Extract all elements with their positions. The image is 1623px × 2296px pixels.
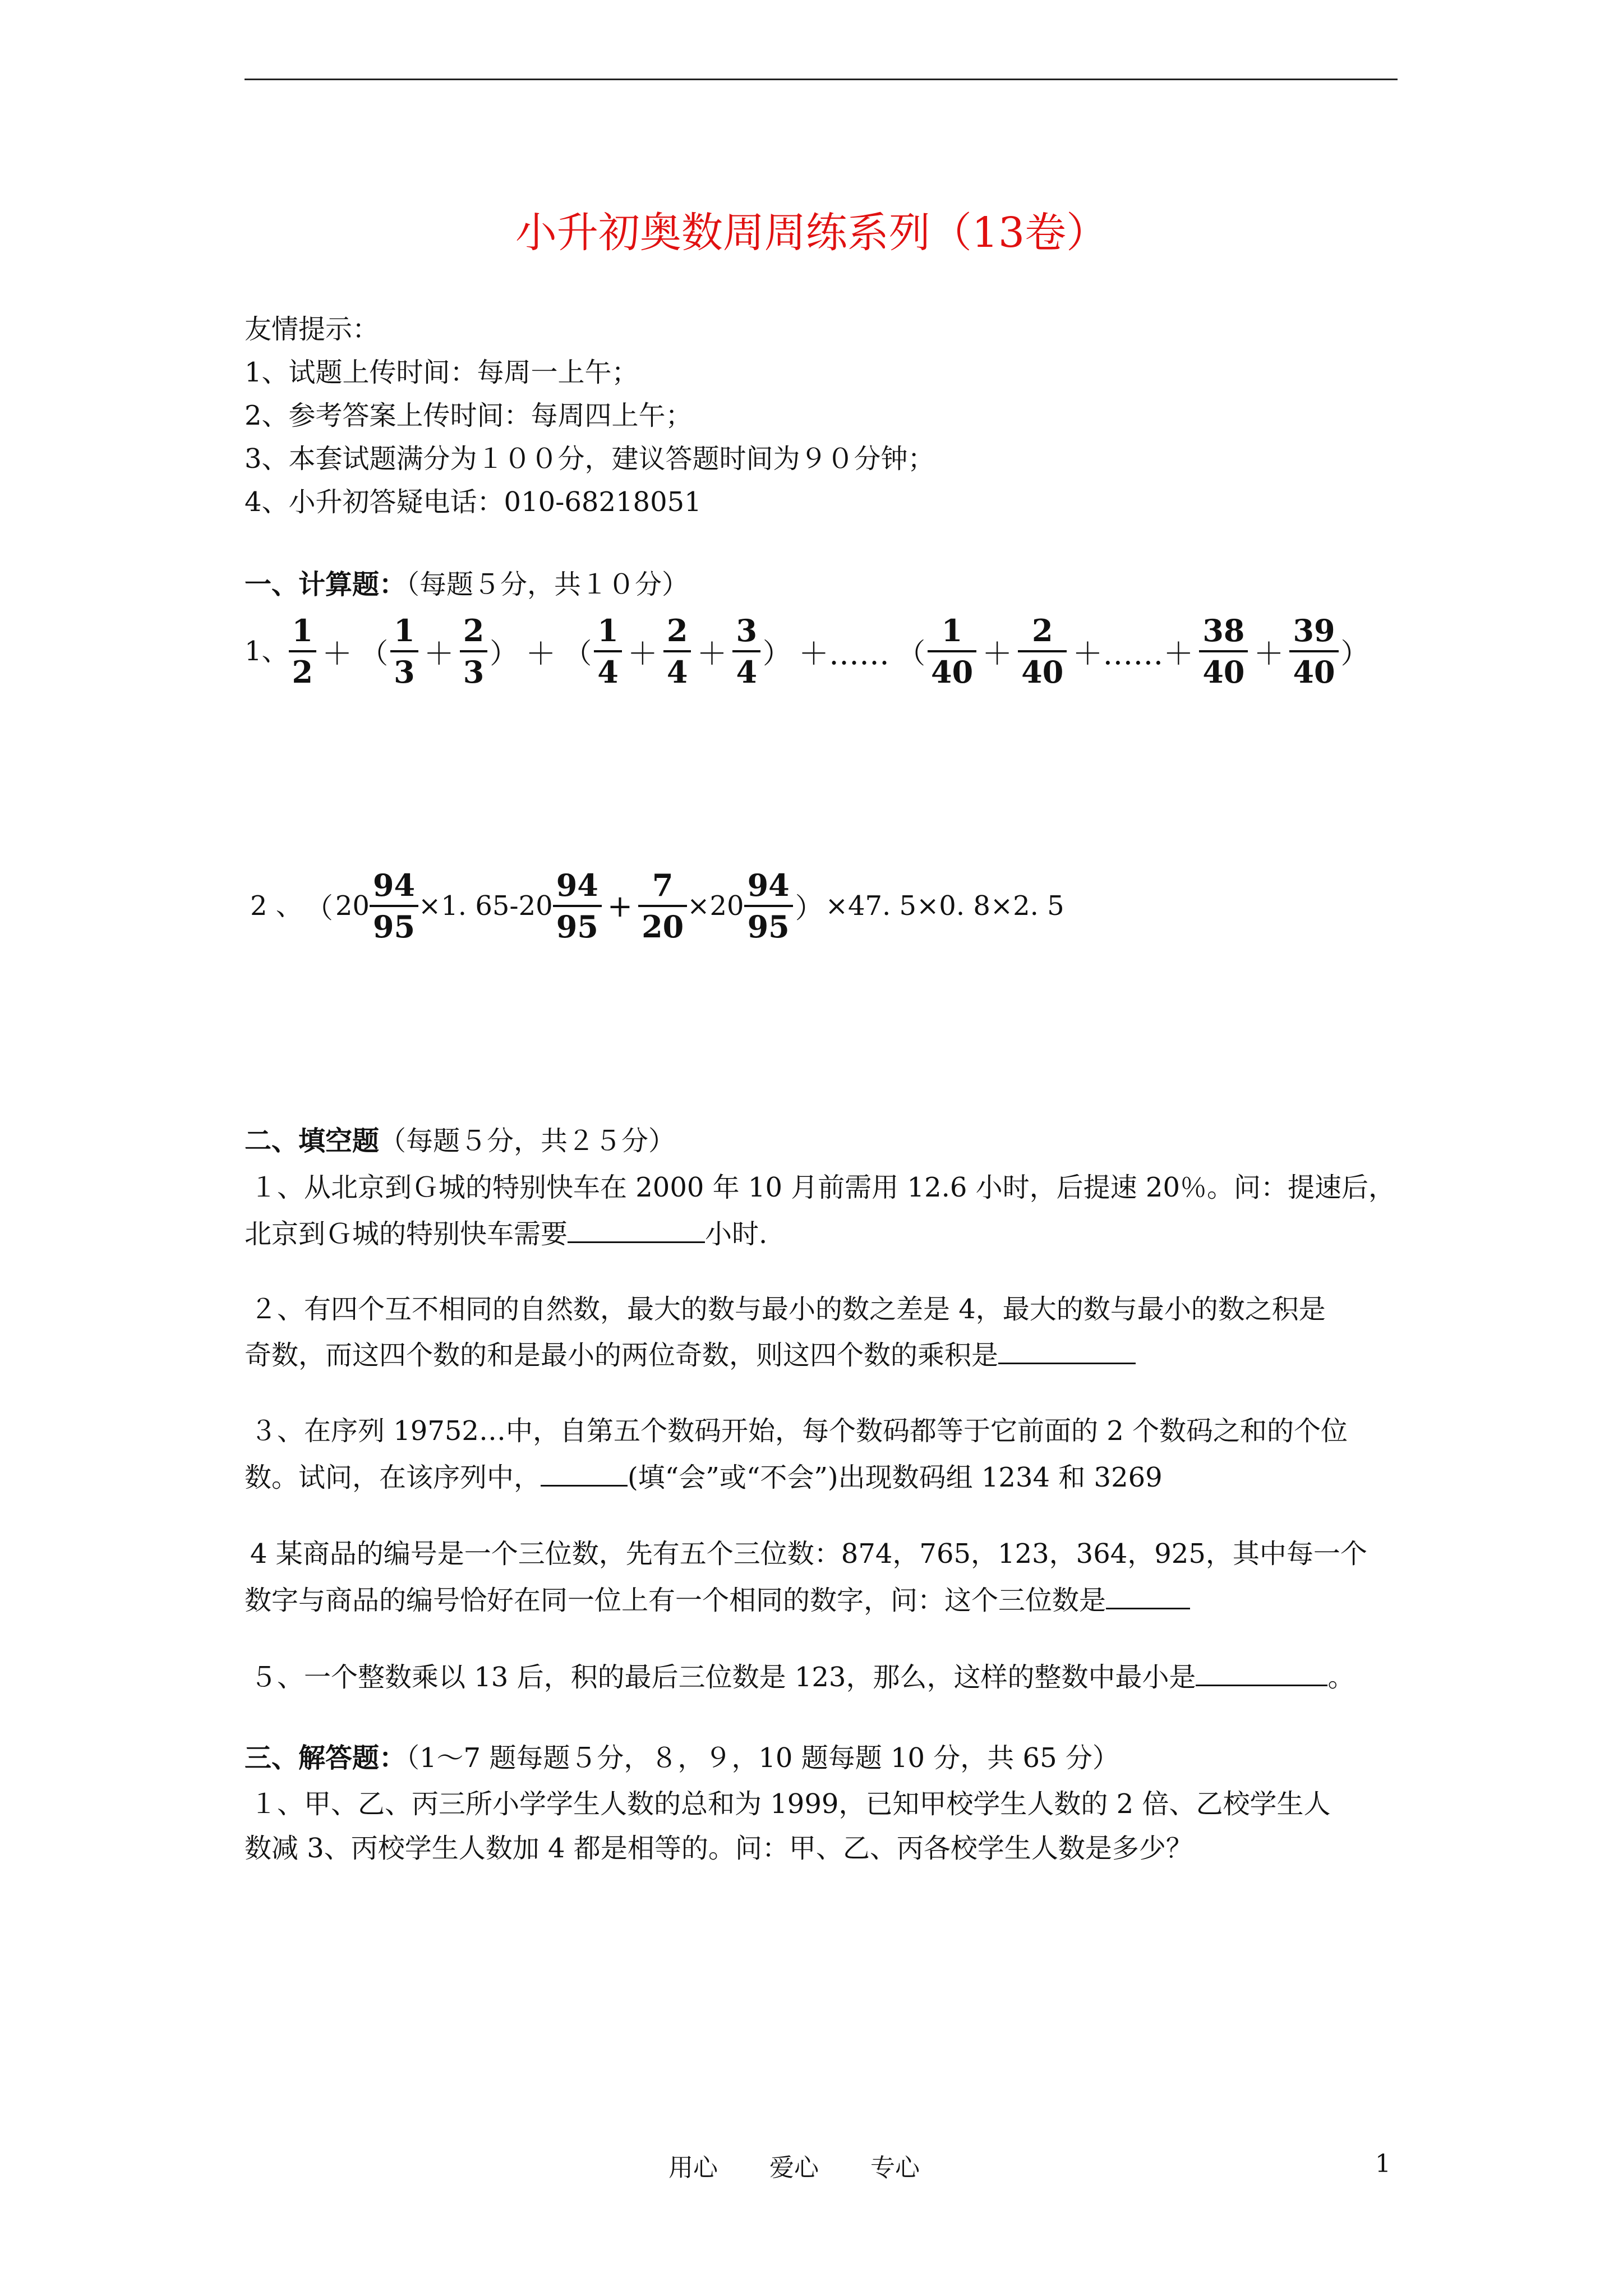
fraction: $\frac{38}{40}$ [1199, 615, 1248, 687]
question-2-2-line-1: ２、有四个互不相同的自然数，最大的数与最小的数之差是 4，最大的数与最小的数之积是 [250, 1294, 1326, 1325]
fraction: $\frac{94}{95}$ [370, 870, 418, 942]
tip-item: 2、参考答案上传时间：每周四上午； [245, 400, 693, 431]
section-3-note: （1～7 题每题５分，８，９，10 题每题 10 分，共 65 分） [406, 1742, 1119, 1774]
whole-number: 20 [335, 890, 370, 922]
fraction: $\frac{2}{4}$ [663, 615, 691, 687]
section-2-heading [245, 1125, 676, 1157]
question-number: 1、 [245, 636, 289, 667]
tips-heading: 友情提示： [245, 314, 380, 345]
question-1-2 [250, 864, 1064, 948]
expression-text: ×47. 5×0. 8×2. 5 [825, 890, 1064, 922]
plus-sign: ＋ [697, 636, 727, 671]
plus-sign: ＋ [423, 636, 454, 671]
tip-item: 1、试题上传时间：每周一上午； [245, 357, 639, 388]
plus-sign: ＋ [525, 636, 556, 671]
question-2-1-line-1: １、从北京到Ｇ城的特别快车在 2000 年 10 月前需用 12.6 小时，后提速 20％。问：提速后， [250, 1172, 1395, 1203]
expression-text: ×20 [687, 890, 744, 922]
fraction: $\frac{2}{3}$ [460, 615, 488, 687]
fraction: $\frac{39}{40}$ [1289, 615, 1338, 687]
ellipsis: ＋…… [799, 636, 890, 671]
question-2-4-line-2: 数字与商品的编号恰好在同一位上有一个相同的数字，问：这个三位数是 [245, 1585, 1190, 1614]
section-3-heading [245, 1742, 1119, 1774]
fraction: $\frac{3}{4}$ [732, 615, 760, 687]
answer-blank[interactable] [1106, 1585, 1190, 1609]
fraction: $\frac{94}{95}$ [744, 870, 793, 942]
plus-sign: ＋ [982, 636, 1013, 671]
question-2-3-line-1: ３、在序列 19752…中，自第五个数码开始，每个数码都等于它前面的 2 个数码之和的个位 [250, 1415, 1348, 1447]
section-3-title: 三、解答题： [245, 1742, 407, 1774]
section-1-title: 一、计算题： [245, 569, 407, 600]
question-1-1 [245, 609, 1371, 693]
tip-item: 4、小升初答疑电话：010-68218051 [245, 486, 702, 518]
plus-sign: ＋ [627, 636, 658, 671]
left-paren: （ [305, 892, 333, 924]
fraction: $\frac{1}{2}$ [289, 615, 317, 687]
footer-text: 用心 [668, 2154, 718, 2182]
fraction: $\frac{7}{20}$ [638, 870, 687, 942]
section-2-note: （每题５分，共２５分） [379, 1125, 676, 1157]
answer-blank[interactable] [568, 1219, 705, 1243]
question-2-1-line-2: 北京到Ｇ城的特别快车需要 小时. [245, 1218, 768, 1250]
question-3-1-line-1: １、甲、乙、丙三所小学学生人数的总和为 1999，已知甲校学生人数的 2 倍、乙校学生人 [250, 1788, 1331, 1820]
fraction: $\frac{1}{4}$ [594, 615, 622, 687]
question-2-5: ５、一个整数乘以 13 后，积的最后三位数是 123，那么，这样的整数中最小是 。 [250, 1662, 1355, 1693]
answer-blank[interactable] [1196, 1662, 1327, 1686]
page-title: 小升初奥数周周练系列（13卷） [515, 209, 1108, 257]
section-2-title: 二、填空题 [245, 1125, 380, 1157]
section-1-heading [245, 571, 689, 598]
page-number: 1 [1375, 2150, 1391, 2178]
right-paren: ） [763, 637, 791, 670]
fraction: $\frac{1}{40}$ [928, 615, 976, 687]
footer-text: 专心 [870, 2154, 920, 2182]
question-2-2-line-2: 奇数，而这四个数的和是最小的两位奇数，则这四个数的乘积是 [245, 1340, 1136, 1369]
left-paren: （ [360, 637, 389, 670]
question-2-4-line-1: 4 某商品的编号是一个三位数，先有五个三位数：874，765，123，364，925，其中每一个 [250, 1538, 1367, 1570]
plus-sign: ＋ [1253, 636, 1284, 671]
fraction: $\frac{94}{95}$ [553, 870, 602, 942]
left-paren: （ [897, 637, 926, 670]
answer-blank[interactable] [998, 1340, 1136, 1364]
tip-item: 3、本套试题满分为１００分，建议答题时间为９０分钟； [245, 443, 935, 475]
footer-text: 爱心 [769, 2154, 819, 2182]
plus-sign: ＋ [322, 636, 353, 671]
right-paren: ） [795, 892, 823, 924]
ellipsis: ＋……＋ [1072, 636, 1194, 671]
plus-sign: + [607, 888, 633, 924]
expression-text: ×1. 65-20 [418, 890, 553, 922]
header-rule [245, 79, 1398, 80]
left-paren: （ [564, 637, 592, 670]
question-2-3-line-2: 数。试问，在该序列中， (填“会”或“不会”)出现数码组 1234 和 3269 [245, 1462, 1163, 1493]
question-number: 2 、 [250, 890, 303, 922]
question-3-1-line-2: 数减 3、丙校学生人数加 4 都是相等的。问：甲、乙、丙各校学生人数是多少？ [245, 1833, 1193, 1864]
right-paren: ） [1340, 637, 1369, 670]
section-1-note: （每题５分，共１０分） [406, 569, 689, 600]
right-paren: ） [490, 637, 518, 670]
fraction: $\frac{1}{3}$ [390, 615, 418, 687]
answer-blank[interactable] [541, 1462, 628, 1487]
fraction: $\frac{2}{40}$ [1018, 615, 1067, 687]
